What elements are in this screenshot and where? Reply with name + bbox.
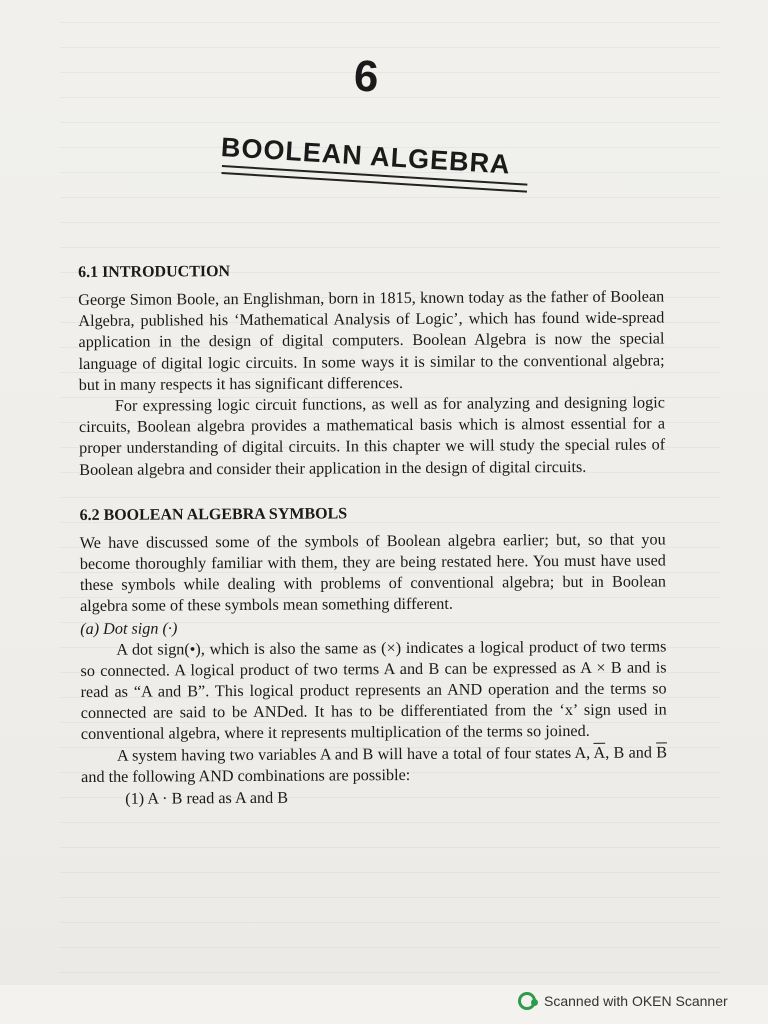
b-bar: $\overline{B}$ [656, 743, 668, 762]
intro-paragraph-1: George Simon Boole, an Englishman, born in 1815, known today as the father of Boolean Algebra, published his ‘Mathematical Analysis of Logic’, which has found wide-spread application in the design of digital computers. Boolean Algebra is now the special language of digital logic circuits. In some ways it is similar to the conventional algebra; but in many respects it has significant differences. [78, 287, 665, 394]
section-heading-introduction: 6.1 INTRODUCTION [78, 263, 231, 281]
a-bar: $\overline{A}$ [593, 743, 606, 762]
scanner-watermark [518, 990, 728, 1012]
symbols-paragraph-1: We have discussed some of the symbols of Boolean algebra earlier; but, so that you become thoroughly familiar with them, they are being restated here. You must have used these symbols while dealing with problems of conventional algebra; but in Boolean algebra some of these symbols mean something different. [79, 530, 667, 616]
and-combination-1: (1) A · B read as A and B [125, 788, 289, 808]
intro-paragraph-2: For expressing logic circuit functions, as well as for analyzing and designing logic circuits, Boolean algebra provides a mathematical basis which is almost essential for a proper understanding of digital circuits. In this chapter we will study the special rules of Boolean algebra and consider their application in the design of digital circuits. [78, 393, 666, 479]
dot-sign-subheading: (a) Dot sign (·) [80, 619, 178, 638]
oken-scanner-logo-icon [518, 992, 536, 1010]
page-body [78, 260, 667, 810]
chapter-number: 6 [352, 51, 380, 102]
section-heading-symbols: 6.2 BOOLEAN ALGEBRA SYMBOLS [79, 505, 348, 524]
dot-sign-paragraph: A dot sign(•), which is also the same as (×) indicates a logical product of two terms so connected. A logical product of two terms A and B can be expressed as A × B and is read as “A and B”. This logical product represents an AND operation and the terms so connected are said to be ANDed. It has to be differentiated from the ‘x’ sign used in conventional algebra, where it represents multiplication of the terms so joined. [80, 637, 667, 744]
chapter-title: BOOLEAN ALGEBRA [220, 132, 512, 180]
states-paragraph: A system having two variables A and B will have a total of four states A, $\overline{A}$, B and $\overline{B}$ and the following AND combinations are possible: [81, 743, 668, 786]
scanner-watermark-text: Scanned with OKEN Scanner [544, 993, 728, 1009]
